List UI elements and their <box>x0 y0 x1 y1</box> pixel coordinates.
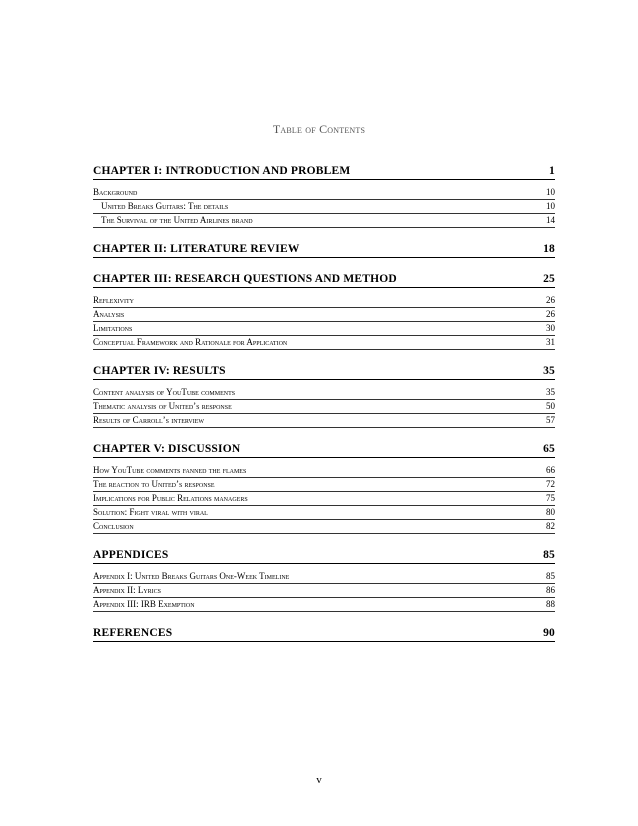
toc-page-number: 25 <box>543 273 555 285</box>
toc-section[interactable] <box>93 294 555 308</box>
toc-page-number: 30 <box>546 323 555 333</box>
toc-subsection[interactable] <box>93 214 555 228</box>
toc-page-number: 10 <box>546 187 555 197</box>
toc-section[interactable] <box>93 386 555 400</box>
toc-label: Content analysis of YouTube comments <box>93 387 236 397</box>
toc-section[interactable] <box>93 570 555 584</box>
toc-page-number: 65 <box>543 443 555 455</box>
toc-page-number: 82 <box>546 521 555 531</box>
toc-page-number: 1 <box>549 165 555 177</box>
toc-label: The Survival of the United Airlines brand <box>101 215 253 225</box>
toc-label: Background <box>93 187 138 197</box>
toc-label: Appendix II: Lyrics <box>93 585 161 595</box>
toc-page-number: 26 <box>546 309 555 319</box>
toc-page-number: 50 <box>546 401 555 411</box>
toc-page-number: 31 <box>546 337 555 347</box>
toc-label: REFERENCES <box>93 627 173 639</box>
toc-page-number: 85 <box>543 549 555 561</box>
toc-label: Results of Carroll’s interview <box>93 415 205 425</box>
toc-page-number: 80 <box>546 507 555 517</box>
toc-section[interactable] <box>93 414 555 428</box>
toc-label: CHAPTER I: INTRODUCTION AND PROBLEM <box>93 165 351 177</box>
page-footer-number: v <box>316 774 322 786</box>
toc-label: Analysis <box>93 309 125 319</box>
toc-label: Implications for Public Relations managers <box>93 493 248 503</box>
toc-section[interactable] <box>93 322 555 336</box>
toc-page-number: 88 <box>546 599 555 609</box>
toc-label: CHAPTER V: DISCUSSION <box>93 443 241 455</box>
toc-section[interactable] <box>93 400 555 414</box>
toc-label: CHAPTER IV: RESULTS <box>93 365 226 377</box>
toc-section[interactable] <box>93 464 555 478</box>
toc-page-number: 14 <box>546 215 555 225</box>
toc-chapter-1[interactable] <box>93 165 555 180</box>
toc-label: Solution: Fight viral with viral <box>93 507 208 517</box>
toc-section[interactable] <box>93 520 555 534</box>
toc-section[interactable] <box>93 584 555 598</box>
toc-label: Conclusion <box>93 521 134 531</box>
toc-label: Limitations <box>93 323 133 333</box>
table-of-contents <box>93 165 555 642</box>
toc-page-number: 57 <box>546 415 555 425</box>
toc-page-number: 18 <box>543 243 555 255</box>
toc-page-number: 10 <box>546 201 555 211</box>
toc-chapter-4[interactable] <box>93 365 555 380</box>
toc-label: Reflexivity <box>93 295 134 305</box>
toc-chapter-5[interactable] <box>93 443 555 458</box>
toc-subsection[interactable] <box>93 200 555 214</box>
toc-section[interactable] <box>93 336 555 350</box>
toc-chapter-3[interactable] <box>93 273 555 288</box>
toc-chapter-2[interactable] <box>93 243 555 258</box>
page-title: Table of Contents <box>272 122 366 136</box>
toc-label: CHAPTER II: LITERATURE REVIEW <box>93 243 300 255</box>
toc-label: Conceptual Framework and Rationale for Application <box>93 337 288 347</box>
toc-label: United Breaks Guitars: The details <box>101 201 229 211</box>
toc-label: Thematic analysis of United’s response <box>93 401 232 411</box>
toc-section[interactable] <box>93 492 555 506</box>
toc-references[interactable] <box>93 627 555 642</box>
toc-section[interactable] <box>93 478 555 492</box>
toc-section[interactable] <box>93 598 555 612</box>
toc-page-number: 35 <box>543 365 555 377</box>
toc-label: CHAPTER III: RESEARCH QUESTIONS AND METHOD <box>93 273 397 285</box>
toc-page-number: 26 <box>546 295 555 305</box>
toc-page-number: 66 <box>546 465 555 475</box>
toc-section[interactable] <box>93 186 555 200</box>
toc-label: How YouTube comments fanned the flames <box>93 465 247 475</box>
toc-page-number: 72 <box>546 479 555 489</box>
toc-section[interactable] <box>93 308 555 322</box>
toc-label: The reaction to United’s response <box>93 479 215 489</box>
toc-page-number: 85 <box>546 571 555 581</box>
toc-page-number: 86 <box>546 585 555 595</box>
toc-appendices[interactable] <box>93 549 555 564</box>
toc-page-number: 35 <box>546 387 555 397</box>
toc-label: APPENDICES <box>93 549 169 561</box>
toc-page-number: 75 <box>546 493 555 503</box>
toc-label: Appendix I: United Breaks Guitars One-Week Timeline <box>93 571 290 581</box>
toc-page-number: 90 <box>543 627 555 639</box>
toc-label: Appendix III: IRB Exemption <box>93 599 195 609</box>
toc-section[interactable] <box>93 506 555 520</box>
